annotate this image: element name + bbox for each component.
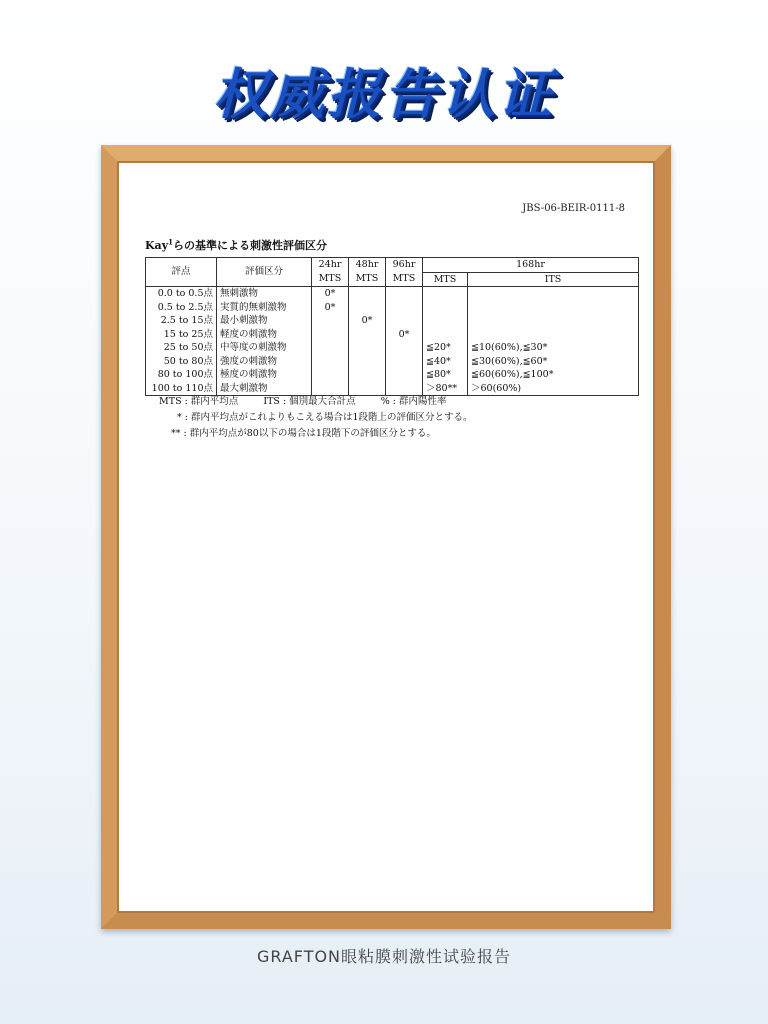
cell-96hr	[386, 287, 423, 301]
cell-24hr	[312, 341, 349, 355]
cell-168hr-its: ≦10(60%),≦30*	[468, 341, 639, 355]
title-prefix: Kay	[145, 239, 169, 252]
header-48hr-mts: MTS	[349, 272, 386, 287]
cell-category: 極度の刺激物	[217, 368, 312, 382]
cell-24hr	[312, 314, 349, 328]
cell-96hr: 0*	[386, 328, 423, 342]
cell-category: 実質的無刺激物	[217, 301, 312, 315]
header-score: 評点	[146, 258, 217, 287]
cell-168hr-mts: ≦40*	[423, 355, 468, 369]
title-rest: らの基準による刺激性評価区分	[172, 239, 327, 252]
legend-its: ITS : 個別最大合計点	[263, 396, 356, 407]
cell-168hr-its: ＞60(60%)	[468, 382, 639, 396]
cell-category: 最小刺激物	[217, 314, 312, 328]
document-reference: JBS-06-BEIR-0111-8	[522, 203, 625, 214]
cell-168hr-mts: ≦80*	[423, 368, 468, 382]
cell-96hr	[386, 314, 423, 328]
cell-category: 軽度の刺激物	[217, 328, 312, 342]
table-legend	[159, 393, 469, 407]
cell-96hr	[386, 341, 423, 355]
cell-168hr-mts	[423, 328, 468, 342]
cell-168hr-its	[468, 287, 639, 301]
headline-title: 权威报告认证	[213, 63, 555, 126]
cell-24hr	[312, 328, 349, 342]
footnote-double-asterisk: ** : 群内平均点が80以下の場合は1段階下の評価区分とする。	[171, 428, 436, 439]
table-row	[146, 314, 639, 328]
cell-24hr	[312, 355, 349, 369]
cell-48hr: 0*	[349, 314, 386, 328]
legend-percent: % : 群内陽性率	[380, 396, 447, 407]
cell-168hr-mts: ＞80**	[423, 382, 468, 396]
cell-category: 最大刺激物	[217, 382, 312, 396]
table-row	[146, 368, 639, 382]
cell-96hr	[386, 301, 423, 315]
footnote-single-asterisk: * : 群内平均点がこれよりもこえる場合は1段階上の評価区分とする。	[177, 412, 473, 423]
cell-score: 100 to 110点	[146, 382, 217, 396]
cell-48hr	[349, 368, 386, 382]
table-row	[146, 355, 639, 369]
cell-168hr-its	[468, 314, 639, 328]
table-row	[146, 341, 639, 355]
cell-168hr-its	[468, 328, 639, 342]
cell-48hr	[349, 355, 386, 369]
header-24hr-mts: MTS	[312, 272, 349, 287]
header-24hr: 24hr	[312, 258, 349, 273]
cell-168hr-mts	[423, 301, 468, 315]
header-48hr: 48hr	[349, 258, 386, 273]
cell-168hr-its: ≦30(60%),≦60*	[468, 355, 639, 369]
cell-score: 2.5 to 15点	[146, 314, 217, 328]
cell-score: 50 to 80点	[146, 355, 217, 369]
cell-24hr	[312, 368, 349, 382]
cell-168hr-mts: ≦20*	[423, 341, 468, 355]
table-row	[146, 301, 639, 315]
header-96hr: 96hr	[386, 258, 423, 273]
cell-168hr-its	[468, 301, 639, 315]
cell-48hr	[349, 328, 386, 342]
cell-category: 中等度の刺激物	[217, 341, 312, 355]
document-frame	[101, 145, 671, 929]
header-168hr: 168hr	[423, 258, 639, 273]
cell-score: 15 to 25点	[146, 328, 217, 342]
document-sheet	[117, 161, 655, 913]
cell-category: 強度の刺激物	[217, 355, 312, 369]
table-row	[146, 328, 639, 342]
cell-48hr	[349, 287, 386, 301]
cell-score: 0.0 to 0.5点	[146, 287, 217, 301]
report-caption: GRAFTON眼粘膜刺激性试验报告	[256, 947, 512, 966]
cell-168hr-its: ≦60(60%),≦100*	[468, 368, 639, 382]
header-168hr-its: ITS	[468, 272, 639, 287]
cell-96hr	[386, 368, 423, 382]
cell-24hr: 0*	[312, 301, 349, 315]
header-168hr-mts: MTS	[423, 272, 468, 287]
cell-168hr-mts	[423, 287, 468, 301]
cell-96hr	[386, 355, 423, 369]
cell-score: 0.5 to 2.5点	[146, 301, 217, 315]
header-category: 評価区分	[217, 258, 312, 287]
legend-mts: MTS : 群内平均点	[159, 396, 239, 407]
cell-168hr-mts	[423, 314, 468, 328]
cell-48hr	[349, 341, 386, 355]
cell-category: 無刺激物	[217, 287, 312, 301]
irritation-criteria-table	[145, 257, 639, 396]
cell-48hr	[349, 301, 386, 315]
table-row	[146, 287, 639, 301]
cell-score: 25 to 50点	[146, 341, 217, 355]
cell-24hr: 0*	[312, 287, 349, 301]
title-superscript: 1	[168, 237, 173, 247]
cell-score: 80 to 100点	[146, 368, 217, 382]
document-title	[145, 237, 327, 253]
header-96hr-mts: MTS	[386, 272, 423, 287]
